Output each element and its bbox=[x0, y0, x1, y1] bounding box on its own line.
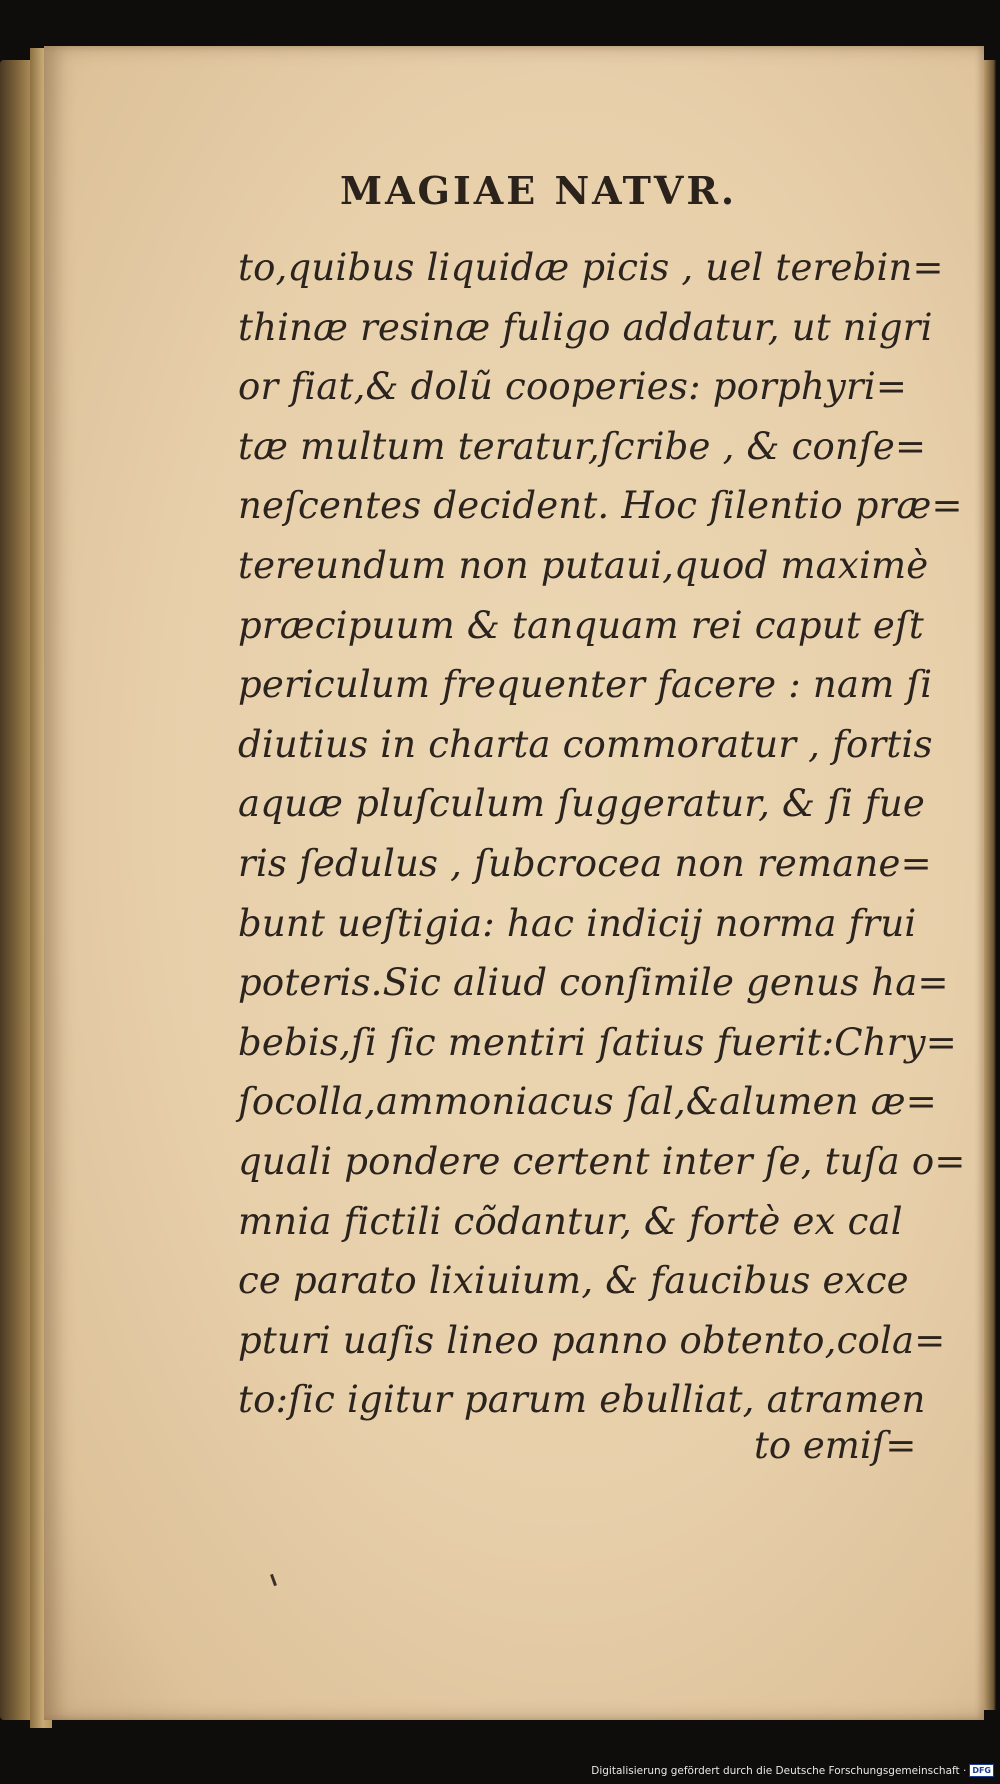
text-line: ris ſedulus , ſubcrocea non remane= bbox=[238, 841, 932, 885]
text-line: to,quibus liquidæ picis , uel terebin= bbox=[238, 246, 944, 289]
text-line: thinæ resinæ fuligo addatur, ut nigri bbox=[238, 305, 933, 349]
catchword: to emiſ= bbox=[754, 1424, 917, 1467]
body-text bbox=[238, 238, 966, 1430]
text-line: ce parato lixiuium, & faucibus exce bbox=[238, 1259, 909, 1303]
text-line: tæ multum teratur,ſcribe , & conſe= bbox=[238, 424, 927, 468]
text-line: pturi uaſis lineo panno obtento,cola= bbox=[238, 1318, 946, 1362]
text-line: tereundum non putaui,quod maximè bbox=[238, 543, 929, 587]
dfg-logo: DFG bbox=[969, 1764, 994, 1777]
running-head: MAGIAE NATVR. bbox=[340, 168, 738, 213]
text-line: periculum frequenter facere : nam ſi bbox=[238, 663, 933, 707]
text-line: bunt ueſtigia: hac indicij norma frui bbox=[238, 901, 917, 945]
digitization-credit bbox=[591, 1764, 994, 1777]
text-line: neſcentes decident. Hoc ſilentio præ= bbox=[238, 484, 963, 528]
text-line: or fiat,& dolũ cooperies: porphyri= bbox=[238, 365, 908, 409]
page-gutter-shadow bbox=[984, 60, 996, 1710]
text-line: mnia fictili cõdantur, & fortè ex cal bbox=[238, 1199, 903, 1243]
text-line: diutius in charta commoratur , fortis bbox=[238, 722, 933, 766]
text-line: aquæ pluſculum ſuggeratur, & ſi fue bbox=[238, 782, 926, 826]
text-line: bebis,ſi ſic mentiri ſatius fuerit:Chry= bbox=[238, 1020, 957, 1064]
text-line: to:ſic igitur parum ebulliat, atramen bbox=[238, 1378, 926, 1422]
text-line: ſocolla,ammoniacus ſal,&alumen æ= bbox=[238, 1080, 937, 1124]
text-line: poteris.Sic aliud conſimile genus ha= bbox=[238, 961, 949, 1005]
text-line: præcipuum & tanquam rei caput eſt bbox=[238, 603, 924, 647]
credit-text: Digitalisierung gefördert durch die Deutsche Forschungsgemeinschaft · bbox=[591, 1764, 967, 1777]
text-line: quali pondere certent inter ſe, tuſa o= bbox=[238, 1139, 966, 1183]
